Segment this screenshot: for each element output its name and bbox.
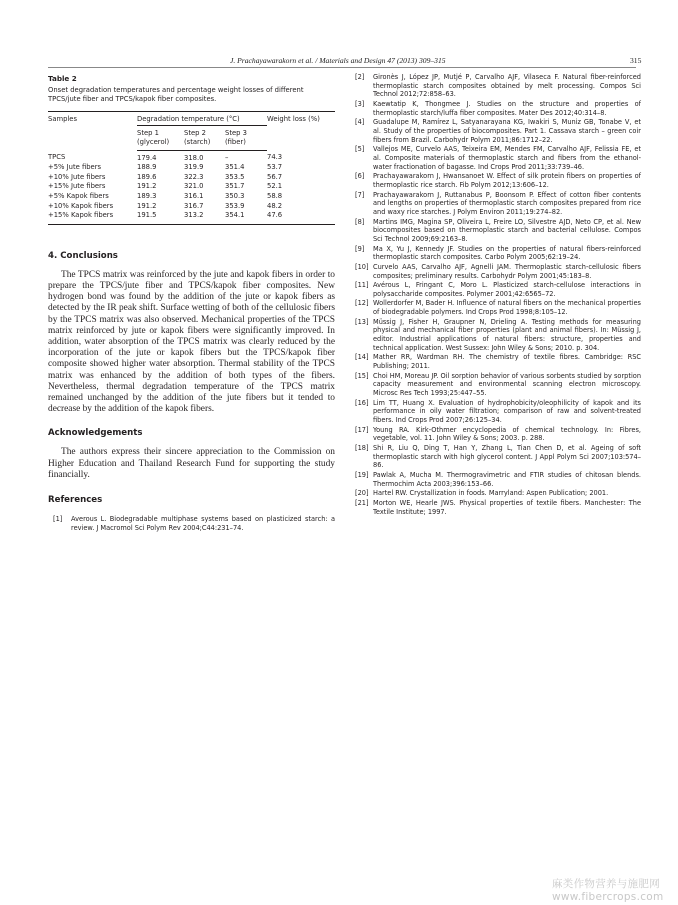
reference-item <box>355 245 641 262</box>
acknowledgements-section <box>48 428 335 481</box>
reference-text: Pawlak A, Mucha M. Thermogravimetric and FTIR studies of chitosan blends. Thermochim Acta 2003;396:153–66. <box>373 471 641 488</box>
reference-text: Choi HM, Moreau JP. Oil sorption behavior of various sorbents studied by sorption capacity measurement and environmental scanning electron microscopy. Microsc Res Tech 1993;25:447–55. <box>373 371 641 398</box>
references-heading: References <box>48 495 103 505</box>
reference-number: [3] <box>355 100 365 108</box>
reference-text: Prachayawarakorn J, Ruttanabus P, Boonsom P. Effect of cotton fiber contents and lengths on properties of thermoplastic starch composites prepared from rice and waxy rice starches. J Polym Environ 2011;19:274–82. <box>373 190 641 216</box>
header-rule <box>48 67 636 68</box>
reference-text: Averous L. Biodegradable multiphase systems based on plasticized starch: a review. J Macromol Sci Polym Rev 2004;C44:231–74. <box>71 515 335 532</box>
degradation-table <box>48 111 335 225</box>
conclusions-paragraph: The TPCS matrix was reinforced by the jute and kapok fibers in order to prepare the TPCS/jute fiber and TPCS/kapok fiber composites. New hydrogen bond was found by the addition of the jute or kapok fibers as detected by the IR peak shift. Surface wetting of both of the cellulosic fibers by the TPCS matrix was also observed. Mechanical properties of the TPCS matrix reinforced by jute or kapok fibers were significantly improved. In addition, water absorption of the TPCS matrix was clearly reduced by the incorporation of the jute or kapok fibers but the TPCS/kapok fiber composite showed higher water absorption. Thermal stability of the TPCS matrix was enhanced by the addition of both types of the fibers. Nevertheless, thermal degradation temperature of the TPCS matrix remained unchanged by the addition of the jute fibers but it tended to decrease by the addition of the kapok fibers. <box>48 269 335 415</box>
cell-step3: 353.5 <box>225 172 245 181</box>
reference-number: [7] <box>355 190 365 199</box>
running-title: J. Prachayawarakorn et al. / Materials and Design 47 (2013) 309–315 <box>230 56 446 65</box>
cell-sample: TPCS <box>48 153 66 162</box>
reference-item <box>53 515 335 532</box>
cell-step1: 191.5 <box>137 211 184 224</box>
reference-number: [20] <box>355 489 369 498</box>
reference-text: Curvelo AAS, Carvalho AJF, Agnelli JAM. Thermoplastic starch-cellulosic fibers composites; preliminary results. Carbohydr Polym 2001;45:183–8. <box>373 262 641 280</box>
references-section <box>48 495 335 532</box>
reference-item <box>355 281 641 298</box>
cell-weight-loss: 56.7 <box>267 172 283 181</box>
cell-step3: 350.3 <box>225 191 245 200</box>
cell-step1: 188.9 <box>137 163 157 172</box>
cell-step1: 191.2 <box>137 182 157 191</box>
reference-text: Lim TT, Huang X. Evaluation of hydrophobicity/oleophilicity of kapok and its performance in oily water filtration; comparison of raw and solvent-treated fibers. Ind Crops Prod 2007;26:125–34. <box>373 398 641 425</box>
cell-weight-loss: 58.8 <box>267 191 283 200</box>
cell-step2: 319.9 <box>184 163 204 172</box>
right-column <box>355 73 641 517</box>
left-column <box>48 74 335 533</box>
conclusions-heading: 4. Conclusions <box>48 250 118 261</box>
reference-number: [11] <box>355 281 369 290</box>
reference-number: [18] <box>355 444 369 453</box>
reference-text: Ma X, Yu J, Kennedy JF. Studies on the properties of natural fibers-reinforced thermoplastic starch composites. Carbo Polym 2005;62:19–24. <box>373 244 641 262</box>
reference-item <box>355 299 641 316</box>
reference-item <box>355 318 641 353</box>
col-header-degradation-temperature: Degradation temperature (°C) <box>137 111 267 126</box>
cell-weight-loss: 53.7 <box>267 163 283 172</box>
cell-step1: 189.6 <box>137 172 157 181</box>
cell-step2: 316.1 <box>184 191 204 200</box>
cell-sample: +15% Jute fibers <box>48 182 106 191</box>
cell-step2: 321.0 <box>184 182 204 191</box>
reference-text: Vallejos ME, Curvelo AAS, Teixeira EM, Mendes FM, Carvalho AJF, Felissia FE, et al. Composite materials of thermoplastic starch and fibers from the ethanol-water fractionation of bagasse. Ind Crops Prod 2011;33:739–46. <box>373 145 641 171</box>
col-header-step1 <box>137 126 184 150</box>
reference-number: [9] <box>355 244 365 253</box>
table-row <box>48 202 335 212</box>
reference-number: [5] <box>355 145 365 154</box>
reference-item <box>355 372 641 398</box>
acknowledgements-paragraph: The authors express their sincere appreciation to the Commission on Higher Education and Thailand Research Fund for supporting the study financially. <box>48 447 335 480</box>
cell-step3: 354.1 <box>225 211 267 224</box>
reference-number: [19] <box>355 471 369 480</box>
col-header-step3 <box>225 126 267 150</box>
reference-text: Kaewtatip K, Thongmee J. Studies on the structure and properties of thermoplastic starch/luffa fiber composites. Mater Des 2012;40:314–8. <box>373 100 641 117</box>
reference-text: Hartel RW. Crystallization in foods. Marryland: Aspen Publication; 2001. <box>373 489 609 498</box>
step3-sublabel: (fiber) <box>225 138 246 146</box>
col-header-weight-loss: Weight loss (%) <box>267 111 335 150</box>
reference-number: [1] <box>53 515 63 523</box>
reference-text: Gironès J, López JP, Mutjé P, Carvalho AJF, Vilaseca F. Natural fiber-reinforced thermoplastic starch composites obtained by melt processing. Compos Sci Technol 2012;72:858–63. <box>373 73 641 99</box>
reference-text: Martins IMG, Magina SP, Oliveira L, Freire LO, Silvestre AJD, Neto CP, et al. New biocomposites based on thermoplastic starch and bacterial cellulose. Compos Sci Technol 2009;69:2163–8. <box>373 217 641 243</box>
reference-number: [17] <box>355 425 369 434</box>
reference-number: [4] <box>355 118 365 127</box>
reference-number: [10] <box>355 262 369 271</box>
reference-item <box>355 73 641 99</box>
col-header-step2 <box>184 126 225 150</box>
table-row <box>48 173 335 183</box>
cell-step2: 322.3 <box>184 172 204 181</box>
reference-item <box>355 444 641 470</box>
col-header-samples: Samples <box>48 111 137 150</box>
reference-item <box>355 118 641 144</box>
reference-number: [21] <box>355 498 369 507</box>
cell-step2: 313.2 <box>184 211 225 224</box>
cell-sample: +5% Jute fibers <box>48 163 102 172</box>
step3-label: Step 3 <box>225 129 247 138</box>
reference-item <box>355 218 641 244</box>
cell-step1: 179.4 <box>137 153 157 162</box>
cell-step2: 318.0 <box>184 153 204 162</box>
reference-list-left <box>48 515 335 532</box>
reference-text: Prachayawarakorn J, Hwansanoet W. Effect of silk protein fibers on properties of thermoplastic rice starch. Fib Polym 2012;13:606–12. <box>373 172 641 189</box>
reference-text: Avérous L, Fringant C, Moro L. Plasticized starch-cellulose interactions in polysaccharide composites. Polymer 2001;42:6565–72. <box>373 281 641 298</box>
reference-item <box>355 426 641 443</box>
reference-text: Müssig J, Fisher H, Graupner N, Drieling A. Testing methods for measuring physical and mechanical fiber properties (plant and animal fibers). In: Müssig J, editor. Industrial applications of natural fibers: structure, properties and technical application. West Sussex: John Wiley & Sons; 2010. p. 304. <box>373 317 641 352</box>
reference-list-right <box>355 73 641 516</box>
step1-sublabel: (glycerol) <box>137 138 170 146</box>
table-row <box>48 211 335 224</box>
table-row <box>48 163 335 173</box>
step2-sublabel: (starch) <box>184 138 211 146</box>
reference-number: [13] <box>355 317 369 326</box>
reference-number: [14] <box>355 353 369 362</box>
page-number: 315 <box>630 56 642 65</box>
reference-item <box>355 263 641 280</box>
cell-step3: 351.7 <box>225 182 245 191</box>
reference-number: [12] <box>355 299 369 308</box>
step1-label: Step 1 <box>137 129 159 138</box>
reference-number: [8] <box>355 217 365 226</box>
table-row <box>48 182 335 192</box>
reference-number: [2] <box>355 73 365 81</box>
reference-number: [6] <box>355 172 365 181</box>
cell-weight-loss: 52.1 <box>267 182 283 191</box>
reference-text: Mather RR, Wardman RH. The chemistry of textile fibres. Cambridge: RSC Publishing; 2011. <box>373 353 641 371</box>
reference-text: Morton WE, Hearle JWS. Physical properties of textile fibers. Manchester: The Textile Institute; 1997. <box>373 498 641 516</box>
table-2 <box>48 74 335 225</box>
cell-weight-loss: 48.2 <box>267 201 283 210</box>
reference-item <box>355 489 641 498</box>
table-row <box>48 150 335 163</box>
cell-step1: 191.2 <box>137 201 157 210</box>
reference-item <box>355 499 641 516</box>
table-label: Table 2 <box>48 74 77 83</box>
reference-item <box>355 399 641 425</box>
cell-weight-loss: 47.6 <box>267 211 335 224</box>
site-watermark: 麻类作物营养与施肥网 www.fibercrops.com <box>552 878 664 903</box>
reference-number: [16] <box>355 398 369 407</box>
cell-step3: – <box>225 153 229 162</box>
step2-label: Step 2 <box>184 129 206 138</box>
table-caption: Onset degradation temperatures and percentage weight losses of different TPCS/jute fiber and TPCS/kapok fiber composites. <box>48 86 304 104</box>
reference-text: Wollerdorfer M, Bader H. Influence of natural fibers on the mechanical properties of biodegradable polymers. Ind Crops Prod 1998;8:105–12. <box>373 299 641 317</box>
cell-sample: +10% Jute fibers <box>48 172 106 181</box>
cell-sample: +5% Kapok fibers <box>48 191 109 200</box>
reference-item <box>355 172 641 189</box>
acknowledgements-heading: Acknowledgements <box>48 428 143 439</box>
table-row <box>48 192 335 202</box>
cell-weight-loss: 74.3 <box>267 153 283 162</box>
cell-step3: 351.4 <box>225 163 245 172</box>
reference-item <box>355 191 641 217</box>
cell-step1: 189.3 <box>137 191 157 200</box>
reference-item <box>355 100 641 117</box>
reference-text: Guadalupe M, Ramírez L, Satyanarayana KG, Iwakiri S, Muniz GB, Tonabe V, et al. Study of the properties of biocomposites. Part 1. Cassava starch – green coir fibers from Brazil. Carbohydr Polym 2011;86:1712–22. <box>373 118 641 144</box>
reference-item <box>355 471 641 488</box>
cell-sample: +15% Kapok fibers <box>48 211 137 224</box>
reference-text: Shi R, Liu Q, Ding T, Han Y, Zhang L, Tian Chen D, et al. Ageing of soft thermoplastic starch with high glycerol content. J Appl Polym Sci 2007;103:574–86. <box>373 444 641 470</box>
reference-item <box>355 353 641 370</box>
conclusions-section <box>48 251 335 416</box>
reference-number: [15] <box>355 371 369 380</box>
reference-text: Young RA. Kirk-Othmer encyclopedia of chemical technology. In: Fibres, vegetable, vol. 11. John Wiley & Sons; 2003. p. 288. <box>373 425 641 443</box>
cell-step3: 353.9 <box>225 201 245 210</box>
cell-step2: 316.7 <box>184 201 204 210</box>
cell-sample: +10% Kapok fibers <box>48 201 114 210</box>
reference-item <box>355 145 641 171</box>
